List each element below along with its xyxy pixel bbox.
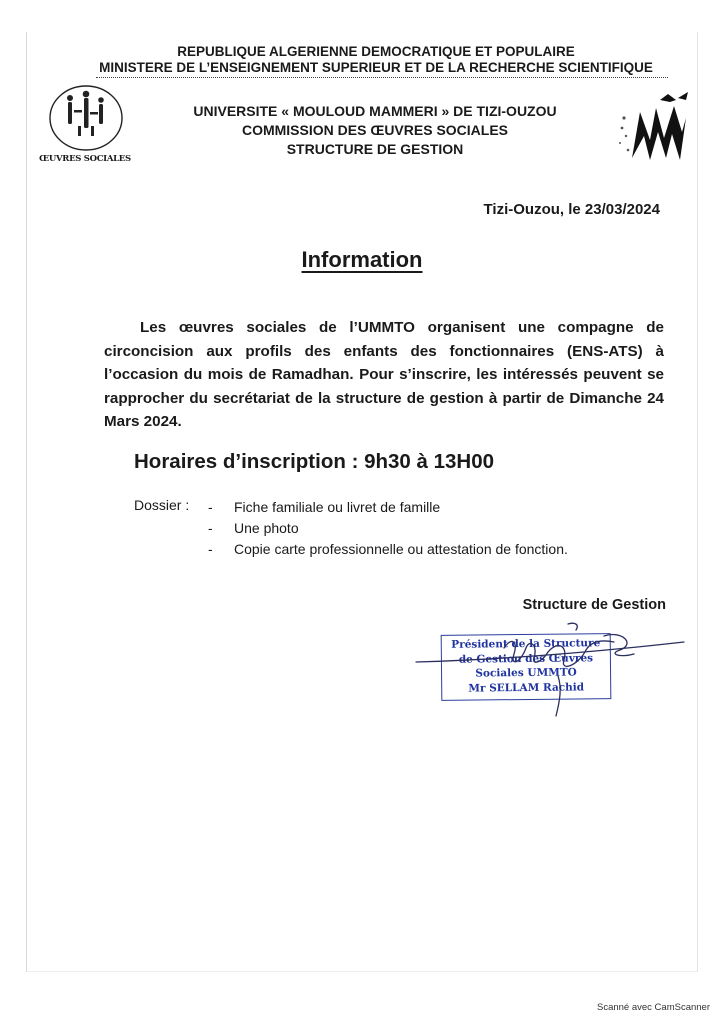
structure-name: STRUCTURE DE GESTION: [286, 141, 464, 157]
stamp-line: Président de la Structure: [451, 637, 601, 651]
list-item: - Copie carte professionnelle ou attestation de fonction.: [208, 541, 568, 557]
header-divider: [96, 77, 668, 78]
dossier-label: Dossier :: [134, 497, 190, 513]
announcement-body: Les œuvres sociales de l’UMMTO organisent une compagne de circoncision aux profils des enfants des fonctionnaires (ENS-ATS) à l’occasion du mois de Ramadhan. Pour s’inscrire, les intéressés peuvent se rapprocher du secrétariat de la structure de gestion à partir de Dimanche 24 Mars 2024.: [104, 319, 664, 430]
scanner-footer: Scanné avec CamScanner: [596, 1002, 710, 1013]
university-name: UNIVERSITE « MOULOUD MAMMERI » DE TIZI-OUZOU: [193, 103, 557, 119]
list-item: - Fiche familiale ou livret de famille: [208, 499, 441, 515]
republic-heading: REPUBLIQUE ALGERIENNE DEMOCRATIQUE ET POPULAIRE: [177, 44, 575, 59]
document-title: Information: [301, 247, 423, 272]
document-date: Tizi-Ouzou, le 23/03/2024: [483, 201, 660, 218]
stamp-line: de Gestion des Œuvres: [458, 651, 594, 666]
signature-label: Structure de Gestion: [522, 597, 666, 613]
logo-caption: ŒUVRES SOCIALES: [39, 154, 131, 164]
ministry-heading: MINISTERE DE L’ENSEIGNEMENT SUPERIEUR ET DE LA RECHERCHE SCIENTIFIQUE: [99, 60, 653, 75]
ummto-logo-icon: [616, 88, 698, 168]
stamp-line: Mr SELLAM Rachid: [468, 680, 585, 695]
registration-hours: Horaires d’inscription : 9h30 à 13H00: [134, 450, 495, 473]
commission-name: COMMISSION DES ŒUVRES SOCIALES: [241, 122, 509, 138]
stamp-line: Sociales UMMTO: [475, 666, 577, 680]
official-stamp: [441, 633, 612, 701]
list-item: - Une photo: [208, 520, 299, 536]
dossier-list: [208, 497, 568, 560]
